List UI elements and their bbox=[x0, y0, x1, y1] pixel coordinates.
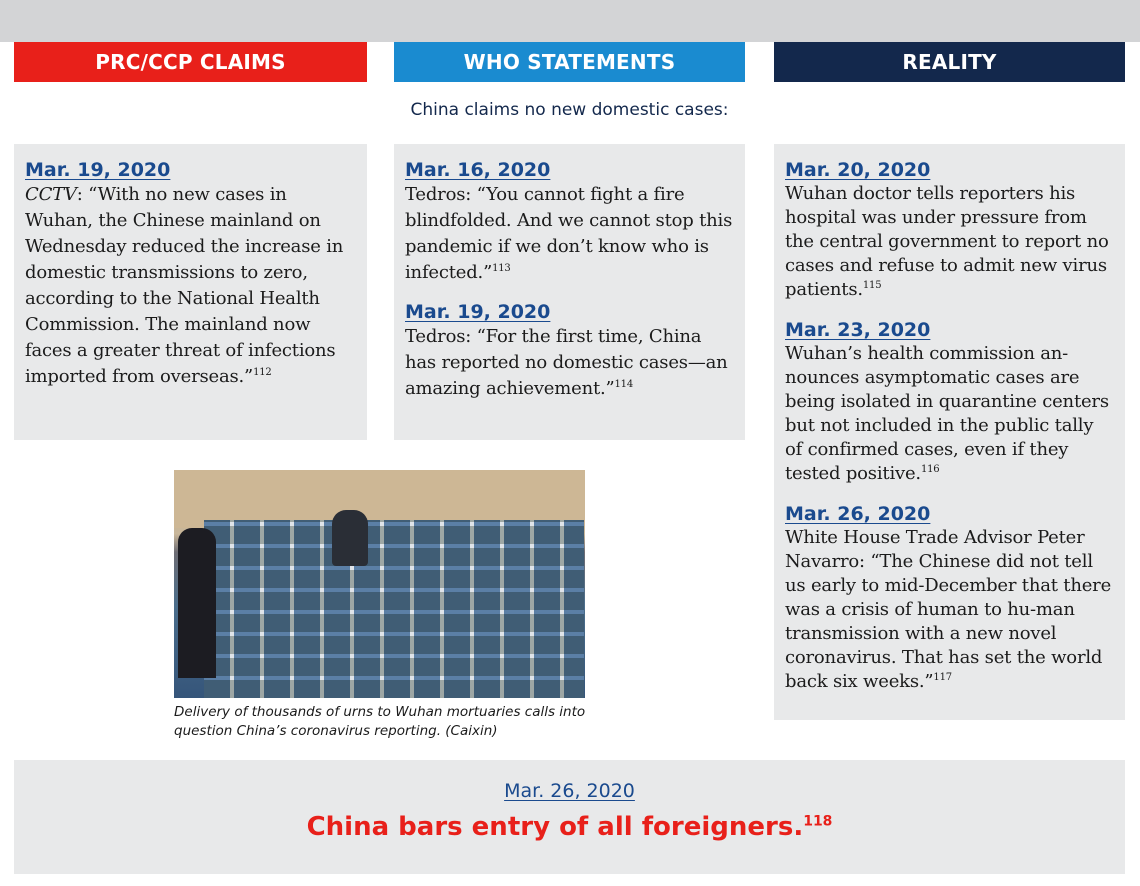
entry-date: Mar. 19, 2020 bbox=[405, 301, 551, 323]
entry-text bbox=[405, 324, 735, 402]
entry-date: Mar. 19, 2020 bbox=[25, 159, 171, 181]
header-who-statements: WHO STATEMENTS bbox=[394, 42, 745, 82]
bottom-headline bbox=[14, 812, 1125, 842]
bottom-date: Mar. 26, 2020 bbox=[504, 780, 635, 802]
photo-caption: Delivery of thousands of urns to Wuhan mortuaries calls into question China’s coronavirus reporting. (Caixin) bbox=[174, 704, 586, 739]
footnote-ref: 112 bbox=[253, 367, 272, 378]
reality-entry bbox=[785, 318, 1115, 486]
entry-date: Mar. 23, 2020 bbox=[785, 319, 931, 341]
footnote-ref: 116 bbox=[920, 464, 940, 475]
who-statements-panel bbox=[394, 144, 745, 440]
reality-panel bbox=[774, 144, 1125, 720]
entry-date: Mar. 20, 2020 bbox=[785, 159, 931, 181]
footnote-ref: 117 bbox=[933, 672, 952, 683]
footnote-ref: 118 bbox=[803, 813, 833, 830]
footnote-ref: 113 bbox=[492, 263, 511, 274]
entry-text bbox=[785, 526, 1115, 694]
top-band bbox=[0, 0, 1140, 42]
entry-quote: Tedros: “For the first time, China has reported no domestic cases—an amazing achievement.” bbox=[405, 326, 728, 399]
header-reality: REALITY bbox=[774, 42, 1125, 82]
entry-quote: White House Trade Advisor Peter Navarro: “The Chinese did not tell us early to mid-December that there was a crisis of human to hu-man transmission with a new novel coronavirus. That has set the world back six weeks.” bbox=[785, 527, 1112, 692]
entry-quote: Tedros: “You cannot fight a fire blindfolded. And we cannot stop this pandemic if we don’t know who is infected.” bbox=[405, 184, 733, 283]
headline-text: China bars entry of all foreigners. bbox=[306, 812, 804, 842]
bottom-banner bbox=[14, 760, 1125, 874]
photo-worker bbox=[332, 510, 368, 566]
entry-quote: Wuhan’s health commission an-nounces asymptomatic cases are being isolated in quarantine centers but not included in the public tally of confirmed cases, even if they tested positive. bbox=[785, 343, 1109, 484]
entry-date: Mar. 26, 2020 bbox=[785, 503, 931, 525]
reality-entry bbox=[785, 158, 1115, 302]
who-entry bbox=[405, 300, 735, 402]
prc-claims-panel bbox=[14, 144, 367, 440]
who-entry bbox=[405, 158, 735, 286]
entry-text bbox=[785, 342, 1115, 486]
footnote-ref: 115 bbox=[862, 280, 882, 291]
entry-date: Mar. 16, 2020 bbox=[405, 159, 551, 181]
entry-source: CCTV bbox=[25, 184, 77, 205]
reality-entry bbox=[785, 502, 1115, 694]
entry-text bbox=[785, 182, 1115, 302]
entry-quote: Wuhan doctor tells reporters his hospital was under pressure from the central government to report no cases and refuse to admit new virus patients. bbox=[785, 183, 1109, 300]
entry-text bbox=[405, 182, 735, 286]
entry-quote: : “With no new cases in Wuhan, the Chinese mainland on Wednesday reduced the increase in domestic transmissions to zero, according to the National Health Commission. The mainland now faces a greater threat of infections imported from overseas.” bbox=[25, 184, 344, 387]
header-prc-claims: PRC/CCP CLAIMS bbox=[14, 42, 367, 82]
entry-text bbox=[25, 182, 357, 390]
footnote-ref: 114 bbox=[614, 379, 634, 390]
photo-worker bbox=[178, 528, 216, 678]
prc-entry bbox=[25, 158, 357, 390]
photo-urn-boxes bbox=[204, 520, 584, 698]
urn-delivery-photo bbox=[174, 470, 585, 698]
who-subhead: China claims no new domestic cases: bbox=[410, 100, 729, 120]
